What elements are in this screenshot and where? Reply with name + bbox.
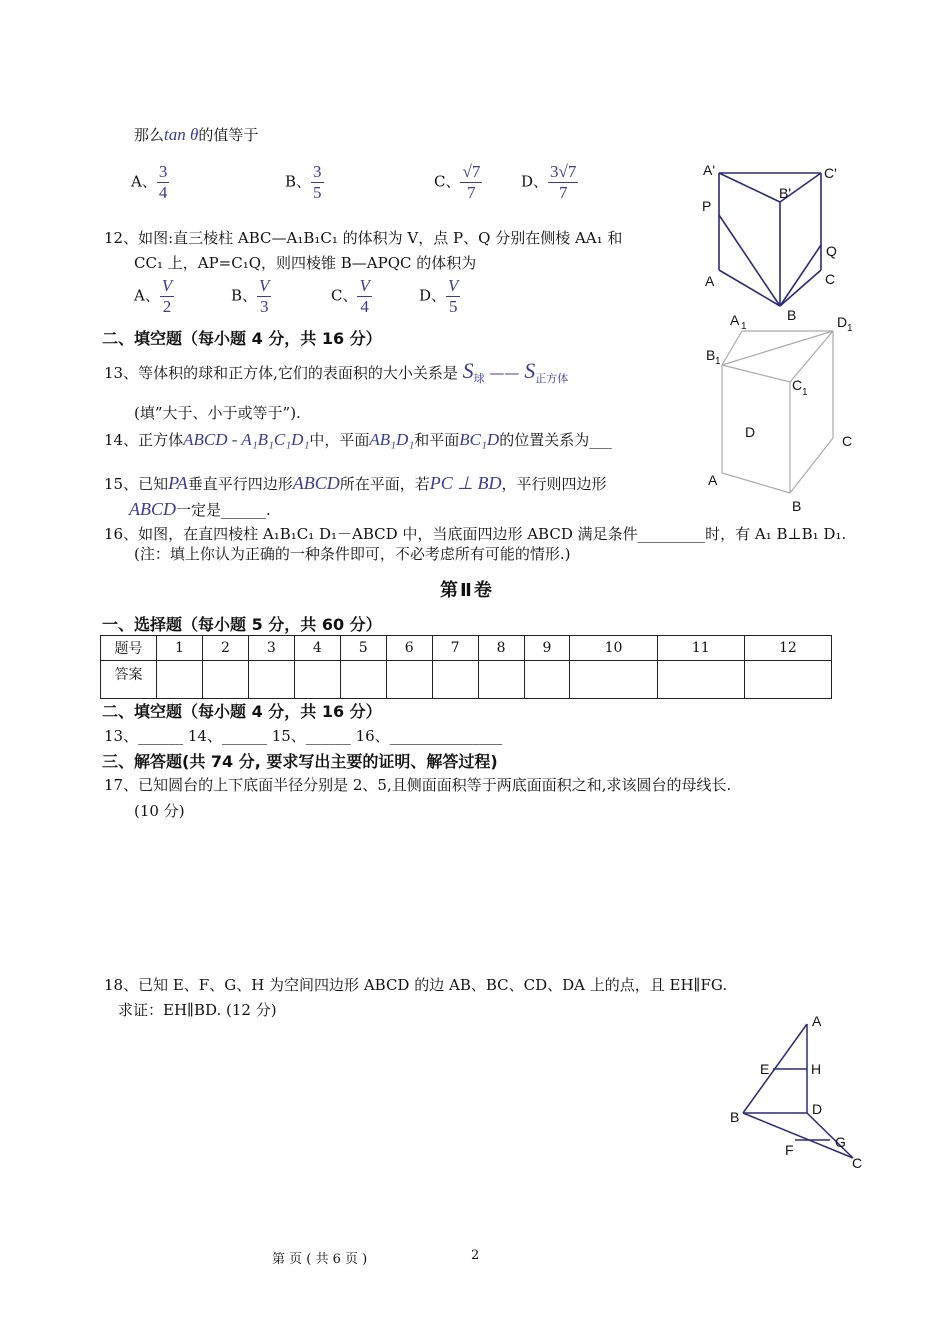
- answer-choice-heading: 一、选择题（每小题 5 分，共 60 分）: [102, 615, 382, 634]
- prism-edge: [719, 215, 780, 306]
- row-label-number: 题号: [101, 636, 157, 661]
- row-label-answer: 答案: [101, 661, 157, 699]
- label-b: B: [730, 1109, 740, 1125]
- footer-text: 第 页 ( 共 6 页 ): [272, 1252, 368, 1267]
- answer-table: [100, 635, 832, 699]
- quad-figure: [725, 1010, 875, 1175]
- answer-cell[interactable]: [570, 661, 657, 699]
- col-num: 3: [248, 636, 294, 661]
- label-b1: B: [706, 347, 716, 363]
- q14-line: 14、正方体ABCD - A₁B₁C₁D₁中，平面AB₁D₁和平面BC₁D的位置关系为___: [104, 430, 612, 449]
- label-p: P: [702, 198, 712, 214]
- answer-cell[interactable]: [202, 661, 248, 699]
- label-c: C: [852, 1155, 863, 1171]
- label-c1-sub: 1: [802, 387, 808, 398]
- q13-note: (填”大于、小于或等于”).: [134, 404, 301, 422]
- q11-option-a: A、 $\frac{3}{4}$: [131, 162, 168, 202]
- section-fill-heading: 二、填空题（每小题 4 分，共 16 分）: [102, 329, 382, 348]
- table-row: [101, 661, 832, 699]
- col-num: 1: [157, 636, 203, 661]
- page-number: 2: [471, 1248, 480, 1263]
- q12-option-a: A、 $\frac{V}{2}$: [134, 276, 173, 316]
- label-c1: C: [792, 377, 803, 393]
- q11-stem: 那么tan θ的值等于: [134, 125, 259, 144]
- label-q: Q: [826, 243, 837, 259]
- q13-line: 13、等体积的球和正方体,它们的表面积的大小关系是 $S_球$ —— $S_{正方体}$: [104, 358, 569, 385]
- label-a: A: [812, 1013, 822, 1029]
- label-c: C: [842, 433, 853, 449]
- label-d1-sub: 1: [847, 323, 853, 334]
- col-num: 2: [202, 636, 248, 661]
- q16-line2: (注：填上你认为正确的一种条件即可，不必考虑所有可能的情形.): [134, 545, 571, 563]
- answer-fill-blanks: 13、______ 14、______ 15、______ 16、_______________: [104, 727, 503, 745]
- label-d1: D: [837, 314, 848, 330]
- label-c-prime: C': [824, 165, 837, 181]
- answer-solve-heading: 三、解答题(共 74 分, 要求写出主要的证明、解答过程): [102, 752, 498, 771]
- answer-fill-heading: 二、填空题（每小题 4 分，共 16 分）: [102, 702, 382, 721]
- q15-line2: ABCD一定是______.: [129, 499, 271, 519]
- cube-edge: [790, 438, 833, 493]
- col-num: 10: [570, 636, 657, 661]
- label-b: B: [787, 307, 797, 323]
- q16-line1: 16、如图，在直四棱柱 A₁B₁C₁ D₁－ABCD 中，当底面四边形 ABCD 满足条件_________时，有 A₁ B⊥B₁ D₁.: [104, 525, 847, 543]
- q12-line1: 12、如图:直三棱柱 ABC—A₁B₁C₁ 的体积为 V，点 P、Q 分别在侧棱 AA₁ 和: [104, 229, 623, 247]
- part2-title: 第Ⅱ卷: [440, 580, 494, 601]
- q11-option-b: B、 $\frac{3}{5}$: [285, 162, 322, 202]
- q12-option-d: D、 $\frac{V}{5}$: [419, 276, 459, 316]
- col-num: 11: [657, 636, 744, 661]
- label-a-prime: A': [703, 162, 716, 178]
- q15-line1: 15、已知PA垂直平行四边形ABCD所在平面，若PC ⊥ BD，平行则四边形: [104, 473, 607, 493]
- col-num: 9: [524, 636, 570, 661]
- answer-cell[interactable]: [432, 661, 478, 699]
- label-a1-sub: 1: [741, 321, 747, 332]
- label-g: G: [835, 1134, 846, 1150]
- col-num: 5: [340, 636, 386, 661]
- q11-option-c: C、 $\frac{√7}{7}$: [434, 162, 481, 202]
- table-row: [101, 636, 832, 661]
- answer-cell[interactable]: [248, 661, 294, 699]
- col-num: 4: [294, 636, 340, 661]
- cube-edge: [722, 365, 790, 382]
- label-a: A: [705, 273, 715, 289]
- q12-line2: CC₁ 上，AP=C₁Q，则四棱锥 B—APQC 的体积为: [134, 254, 477, 272]
- cube-figure: [700, 308, 860, 518]
- col-num: 6: [386, 636, 432, 661]
- answer-cell[interactable]: [157, 661, 203, 699]
- q18-line2: 求证：EH∥BD. (12 分): [118, 1001, 277, 1019]
- col-num: 7: [432, 636, 478, 661]
- col-num: 8: [478, 636, 524, 661]
- label-h: H: [811, 1061, 822, 1077]
- answer-cell[interactable]: [340, 661, 386, 699]
- label-b-prime: B': [779, 185, 792, 201]
- label-b1-sub: 1: [715, 356, 721, 367]
- q12-option-b: B、 $\frac{V}{3}$: [231, 276, 270, 316]
- answer-cell[interactable]: [744, 661, 831, 699]
- prism-edge: [719, 270, 780, 306]
- label-c: C: [825, 271, 836, 287]
- q11-option-d: D、 $\frac{3√7}{7}$: [521, 162, 577, 202]
- label-d: D: [745, 424, 756, 440]
- q17-line2: (10 分): [134, 802, 185, 820]
- answer-cell[interactable]: [478, 661, 524, 699]
- quad-edge: [807, 1113, 853, 1158]
- label-a: A: [708, 472, 718, 488]
- cube-edge: [722, 473, 790, 493]
- label-a1: A: [730, 312, 740, 328]
- q12-option-c: C、 $\frac{V}{4}$: [331, 276, 370, 316]
- answer-cell[interactable]: [524, 661, 570, 699]
- label-d: D: [812, 1101, 823, 1117]
- cube-edge: [790, 331, 833, 382]
- answer-cell[interactable]: [386, 661, 432, 699]
- col-num: 12: [744, 636, 831, 661]
- label-b: B: [792, 498, 802, 514]
- answer-cell[interactable]: [294, 661, 340, 699]
- answer-cell[interactable]: [657, 661, 744, 699]
- label-f: F: [785, 1142, 794, 1158]
- q17-line1: 17、已知圆台的上下底面半径分别是 2、5,且侧面面积等于两底面面积之和,求该圆台的母线长.: [104, 776, 732, 794]
- q18-line1: 18、已知 E、F、G、H 为空间四边形 ABCD 的边 AB、BC、CD、DA 上的点，且 EH∥FG.: [104, 976, 728, 994]
- label-e: E: [760, 1061, 770, 1077]
- prism-edge: [719, 173, 780, 202]
- prism-figure: [695, 160, 855, 325]
